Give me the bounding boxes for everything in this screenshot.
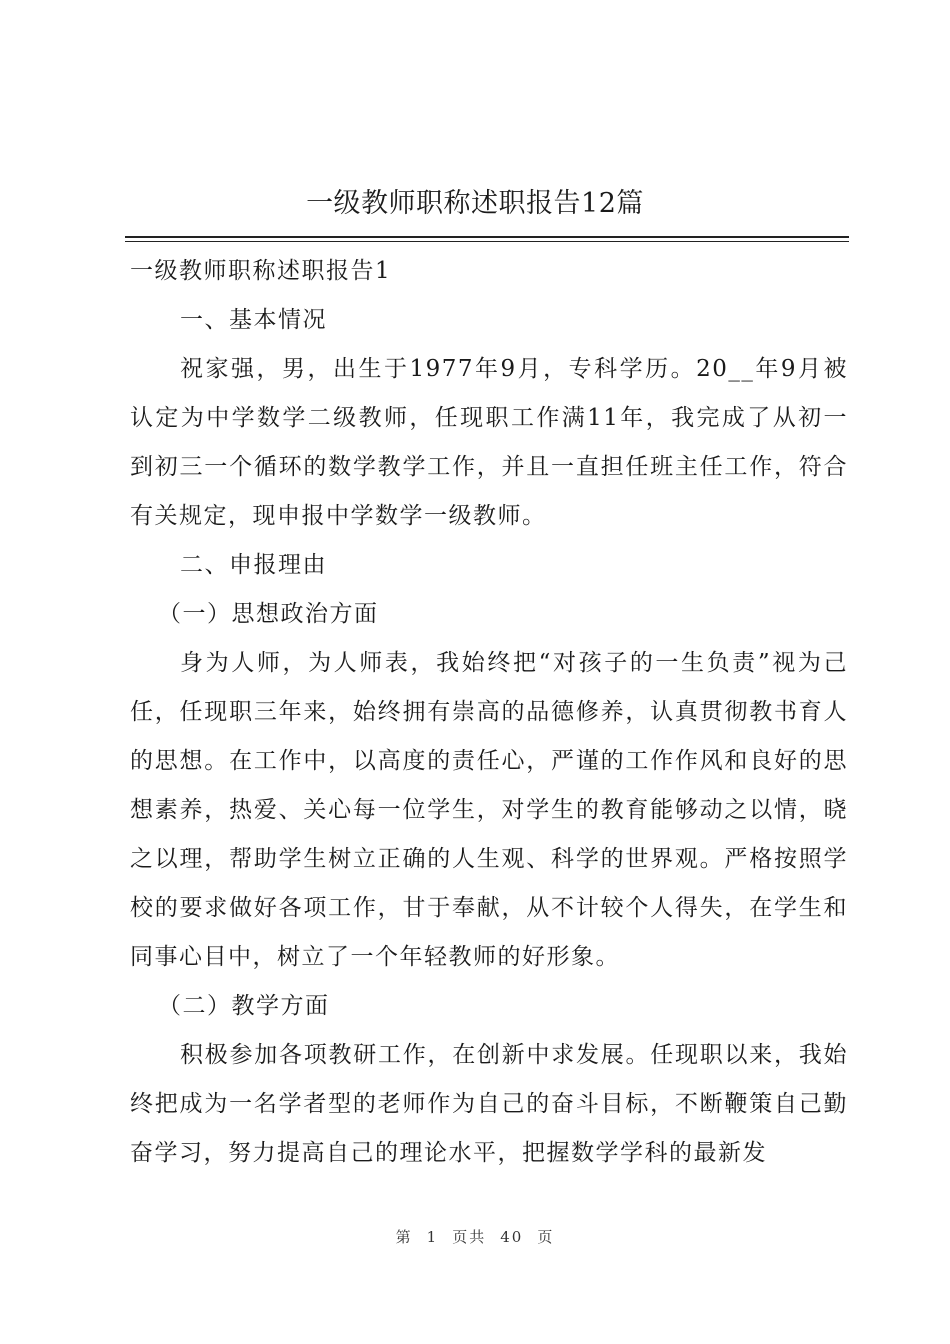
subheading-political: （一）思想政治方面 [158,601,379,627]
title-divider-thick [125,236,849,238]
section-title: 一级教师职称述职报告1 [130,258,392,284]
footer-middle: 页共 [452,1228,487,1246]
paragraph-basic-info: 祝家强，男，出生于1977年9月，专科学历。20__年9月被认定为中学数学二级教师，任现职工作满11年，我完成了从初一到初三一个循环的数学教学工作，并且一直担任班主任工作，符合有关规定，现申报中学数学一级教师。 [130,356,848,529]
page-footer [0,1226,950,1248]
subheading-teaching: （二）教学方面 [158,993,330,1019]
footer-page-number: 1 [426,1228,439,1246]
paragraph-teaching: 积极参加各项教研工作，在创新中求发展。任现职以来，我始终把成为一名学者型的老师作为自己的奋斗目标，不断鞭策自己勤奋学习，努力提高自己的理论水平，把握数学学科的最新发 [130,1042,848,1166]
title-divider-thin [125,241,849,242]
footer-prefix: 第 [395,1228,413,1246]
document-body [130,247,848,1178]
footer-total-pages: 40 [500,1228,524,1246]
heading-basic-info: 一、基本情况 [180,307,327,333]
footer-suffix: 页 [537,1228,555,1246]
heading-reasons: 二、申报理由 [180,552,327,578]
paragraph-political: 身为人师，为人师表，我始终把“对孩子的一生负责”视为己任，任现职三年来，始终拥有崇高的品德修养，认真贯彻教书育人的思想。在工作中，以高度的责任心，严谨的工作作风和良好的思想素养，热爱、关心每一位学生，对学生的教育能够动之以情，晓之以理，帮助学生树立正确的人生观、科学的世界观。严格按照学校的要求做好各项工作，甘于奉献，从不计较个人得失，在学生和同事心目中，树立了一个年轻教师的好形象。 [130,650,848,970]
document-title: 一级教师职称述职报告12篇 [306,188,644,219]
